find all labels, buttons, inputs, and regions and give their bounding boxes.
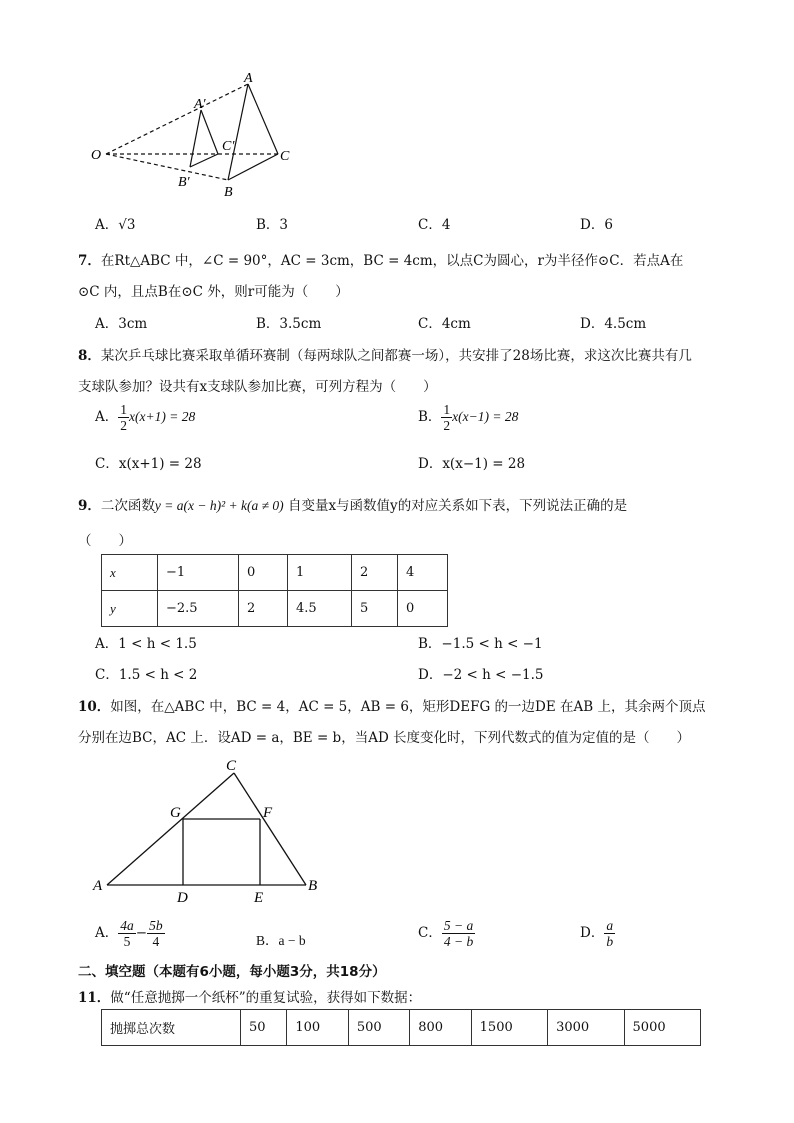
table-cell: x xyxy=(102,555,158,591)
q11-text-1: 做“任意抛掷一个纸杯”的重复试验，获得如下数据： xyxy=(110,990,422,1006)
table-cell: 0 xyxy=(239,555,288,591)
q7-number: 7． xyxy=(78,253,101,269)
q9-value-table xyxy=(101,554,448,627)
q7-text-1: 在Rt△ABC 中，∠C = 90°，AC = 3cm，BC = 4cm，以点C为圆心，r为半径作⊙C．若点A在 xyxy=(100,253,684,269)
table-cell: 3000 xyxy=(548,1010,624,1046)
q8-number: 8． xyxy=(78,348,101,364)
q9-number: 9． xyxy=(78,498,101,514)
fraction: $\frac{4a}{5}$ xyxy=(120,918,134,949)
q7-stem-line2: ⊙C 内，且点B在⊙C 外，则r可能为（ ） xyxy=(78,284,349,300)
q9-option-d: D．−2 < h < −1.5 xyxy=(418,667,544,683)
half-fraction: $\frac{1}{2}$ xyxy=(443,402,451,433)
q8-stem-line2: 支球队参加？设共有x支球队参加比赛，可列方程为（ ） xyxy=(78,379,437,395)
q8-option-a-expr: x(x+1) = 28 xyxy=(129,409,196,424)
q8-text-1: 某次乒乓球比赛采取单循环赛制（每两球队之间都赛一场），共安排了28场比赛，求这次比赛共有几 xyxy=(100,348,692,364)
q9-stem-line2: （ ） xyxy=(78,533,132,549)
table-cell: 4 xyxy=(398,555,448,591)
q8-option-d: D．x(x−1) = 28 xyxy=(418,456,526,472)
q7-option-c: C．4cm xyxy=(418,316,471,332)
table-cell: 50 xyxy=(241,1010,287,1046)
q9-text-post: 自变量x与函数值y的对应关系如下表，下列说法正确的是 xyxy=(283,498,628,514)
q9-stem-line1 xyxy=(78,494,627,514)
q11-stem-line1 xyxy=(78,986,421,1006)
table-header-cell: 抛掷总次数 xyxy=(102,1010,241,1046)
fraction: $\frac{a}{b}$ xyxy=(606,918,614,949)
table-cell: −2.5 xyxy=(158,591,239,627)
q6-option-d: D．6 xyxy=(580,217,613,233)
label-B: B xyxy=(308,878,318,894)
label-B: B xyxy=(224,185,233,200)
q10-option-a xyxy=(95,918,165,949)
triangle-rectangle-figure xyxy=(90,756,330,906)
q6-option-a: A．√3 xyxy=(95,217,136,233)
q8-option-c: C．x(x+1) = 28 xyxy=(95,456,202,472)
label-C: C xyxy=(226,758,237,774)
label-A: A xyxy=(244,72,253,86)
table-row xyxy=(102,1010,701,1046)
fraction: $\frac{5 - a}{4 - b}$ xyxy=(443,918,474,949)
table-cell: 800 xyxy=(410,1010,471,1046)
table-cell: 0 xyxy=(398,591,448,627)
table-cell: 1 xyxy=(288,555,352,591)
label-E: E xyxy=(254,890,264,906)
q10-text-1: 如图，在△ABC 中，BC = 4，AC = 5，AB = 6，矩形DEFG 的一边DE 在AB 上，其余两个顶点 xyxy=(110,699,706,715)
table-cell: 5 xyxy=(352,591,398,627)
q10-stem-line2: 分别在边BC，AC 上．设AD = a，BE = b，当AD 长度变化时，下列代数式的值为定值的是（ ） xyxy=(78,730,691,746)
q9-function-expr: y = a(x − h)² + k(a ≠ 0) xyxy=(154,498,284,513)
q10-option-a-label: A． xyxy=(95,925,119,941)
table-row xyxy=(102,591,448,627)
label-C: C xyxy=(280,149,290,164)
q11-data-table xyxy=(101,1009,701,1046)
table-cell: −1 xyxy=(158,555,239,591)
table-cell: y xyxy=(102,591,158,627)
label-D: D xyxy=(177,890,188,906)
q8-option-a-label: A． xyxy=(95,409,119,425)
label-C-prime: C′ xyxy=(222,139,235,154)
q6-option-c: C．4 xyxy=(418,217,451,233)
label-O: O xyxy=(91,148,102,163)
homothety-figure xyxy=(88,72,308,204)
q10-option-b: B．a − b xyxy=(256,933,306,948)
label-A-prime: A′ xyxy=(194,97,206,112)
table-cell: 1500 xyxy=(471,1010,547,1046)
q9-option-c: C．1.5 < h < 2 xyxy=(95,667,198,683)
q10-option-d-label: D． xyxy=(580,925,605,941)
table-cell: 4.5 xyxy=(288,591,352,627)
q7-option-a: A．3cm xyxy=(95,316,148,332)
label-B-prime: B′ xyxy=(178,175,190,190)
label-A: A xyxy=(93,878,103,894)
q11-number: 11． xyxy=(78,990,111,1006)
q9-option-a: A．1 < h < 1.5 xyxy=(95,636,197,652)
q8-stem-line1 xyxy=(78,344,692,364)
table-row xyxy=(102,555,448,591)
q10-number: 10． xyxy=(78,699,111,715)
q8-option-b xyxy=(418,402,518,433)
table-cell: 100 xyxy=(287,1010,348,1046)
q10-option-c xyxy=(418,918,475,949)
minus-sign: − xyxy=(135,925,148,941)
q8-option-b-label: B． xyxy=(418,409,442,425)
table-cell: 5000 xyxy=(624,1010,700,1046)
q7-stem-line1 xyxy=(78,249,683,269)
label-F: F xyxy=(263,805,273,821)
half-fraction: $\frac{1}{2}$ xyxy=(120,402,127,433)
q9-option-b: B．−1.5 < h < −1 xyxy=(418,636,543,652)
q7-option-d: D．4.5cm xyxy=(580,316,647,332)
table-cell: 2 xyxy=(352,555,398,591)
q7-option-b: B．3.5cm xyxy=(256,316,322,332)
q10-option-d xyxy=(580,918,615,949)
q10-option-c-label: C． xyxy=(418,925,442,941)
q8-option-b-expr: x(x−1) = 28 xyxy=(452,409,519,424)
fraction: $\frac{5b}{4}$ xyxy=(149,918,163,949)
q9-text-pre: 二次函数 xyxy=(100,498,155,514)
q8-option-a xyxy=(95,402,195,433)
section-title: 二、填空题（本题有6小题，每小题3分，共18分） xyxy=(78,964,386,980)
table-cell: 2 xyxy=(239,591,288,627)
table-cell: 500 xyxy=(348,1010,409,1046)
q6-option-b: B．3 xyxy=(256,217,289,233)
label-G: G xyxy=(170,805,181,821)
q10-stem-line1 xyxy=(78,695,705,715)
